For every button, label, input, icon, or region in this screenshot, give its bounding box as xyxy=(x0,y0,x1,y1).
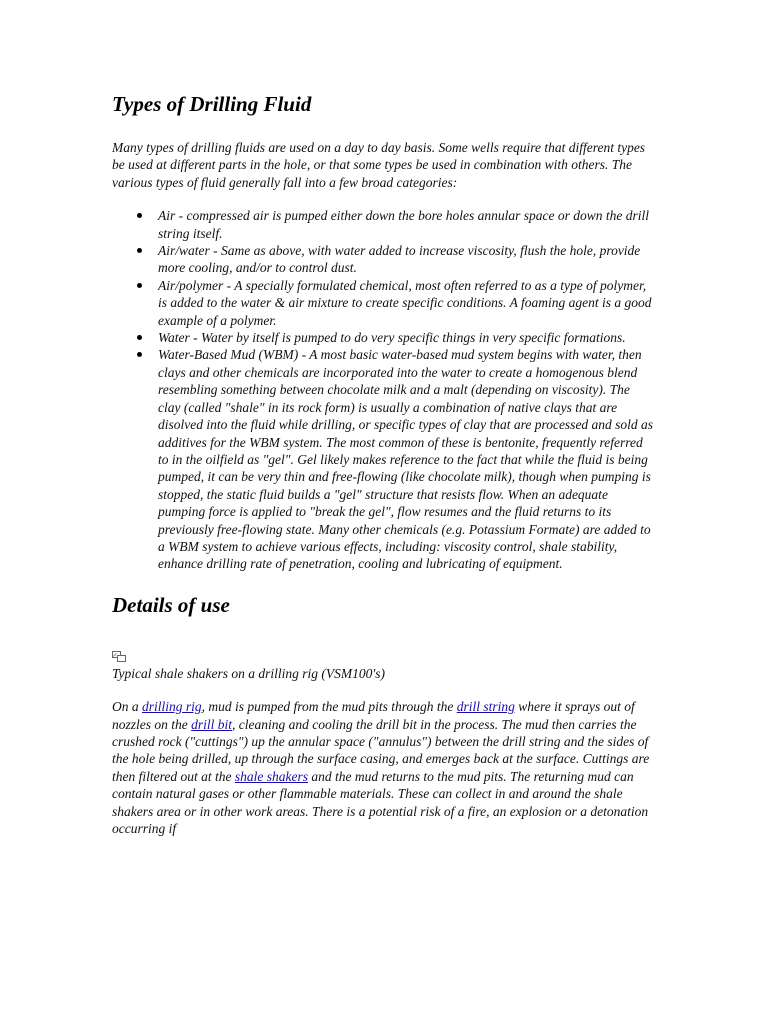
bullet-icon xyxy=(137,283,142,288)
paragraph-text: On a xyxy=(112,699,142,715)
paragraph-text: where it sprays out of nozzles on the xyxy=(112,699,635,732)
section-title-types: Types of Drilling Fluid xyxy=(112,92,312,116)
list-item xyxy=(158,329,654,346)
list-item-text: Water-Based Mud (WBM) - A most basic water-based mud system begins with water, then clays and other chemicals are incorporated into the water to create a homogenous blend resembling something between chocolate milk and a malt (depending on viscosity). The clay (called "shale" in its rock form) is usually a combination of native clays that are disolved into the fluid while drilling, or specific types of clay that are processed and sold as additives for the WBM system. The most common of these is bentonite, frequently referred to in the oilfield as "gel". Gel likely makes reference to the fact that while the fluid is being pumped, it can be very thin and free-flowing (like chocolate milk), though when pumping is stopped, the static fluid builds a "gel" structure that resists flow. When an adequate pumping force is applied to "break the gel", flow resumes and the fluid returns to its previously free-flowing state. Many other chemicals (e.g. Potassium Formate) are added to a WBM system to achieve various effects, including: viscosity control, shale stability, enhance drilling rate of penetration, cooling and lubricating of equipment. xyxy=(158,347,654,572)
bullet-icon xyxy=(137,335,142,340)
image-caption: Typical shale shakers on a drilling rig (VSM100's) xyxy=(112,665,385,681)
paragraph-text: , mud is pumped from the mud pits through the xyxy=(201,699,457,715)
shale-shakers-link[interactable]: shale shakers xyxy=(234,768,308,784)
details-paragraph xyxy=(112,698,654,837)
list-item-text: Air/water - Same as above, with water added to increase viscosity, flush the hole, provide more cooling, and/or to control dust. xyxy=(158,243,641,276)
drill-bit-link[interactable]: drill bit xyxy=(191,716,233,732)
drill-string-link[interactable]: drill string xyxy=(456,699,515,715)
list-item xyxy=(158,277,654,329)
list-item xyxy=(158,346,654,572)
list-item xyxy=(158,242,654,277)
bullet-icon xyxy=(137,248,142,253)
paragraph-text: and the mud returns to the mud pits. The returning mud can contain natural gases or other flammable materials. These can collect in and around the shale shakers area or in other work areas. There is a potential risk of a fire, an explosion or a detonation occurring if xyxy=(112,768,649,836)
broken-image-icon xyxy=(112,651,126,663)
drilling-rig-link[interactable]: drilling rig xyxy=(142,699,202,715)
bullet-icon xyxy=(137,213,142,218)
list-item xyxy=(158,207,654,242)
paragraph-text: , cleaning and cooling the drill bit in the process. The mud then carries the crushed rock ("cuttings") up the annular space ("annulus") between the drill string and the sides of the hole being drilled, up through the surface casing, and emerges back at the surface. Cuttings are then filtered out at the xyxy=(112,716,650,784)
list-item-text: Air/polymer - A specially formulated chemical, most often referred to as a type of polymer, is added to the water & air mixture to create specific conditions. A foaming agent is a good example of a polymer. xyxy=(158,277,652,328)
bullet-icon xyxy=(137,352,142,357)
section-title-details: Details of use xyxy=(112,592,230,617)
list-item-text: Water - Water by itself is pumped to do very specific things in very specific formations. xyxy=(158,330,626,346)
intro-paragraph: Many types of drilling fluids are used on a day to day basis. Some wells require that different types be used at different parts in the hole, or that some types be used in combination with others. The various types of fluid generally fall into a few broad categories: xyxy=(112,140,646,190)
list-item-text: Air - compressed air is pumped either down the bore holes annular space or down the drill string itself. xyxy=(158,208,649,241)
shale-shakers-image[interactable] xyxy=(112,651,654,663)
fluid-types-list xyxy=(112,207,654,573)
article-body xyxy=(112,88,654,853)
